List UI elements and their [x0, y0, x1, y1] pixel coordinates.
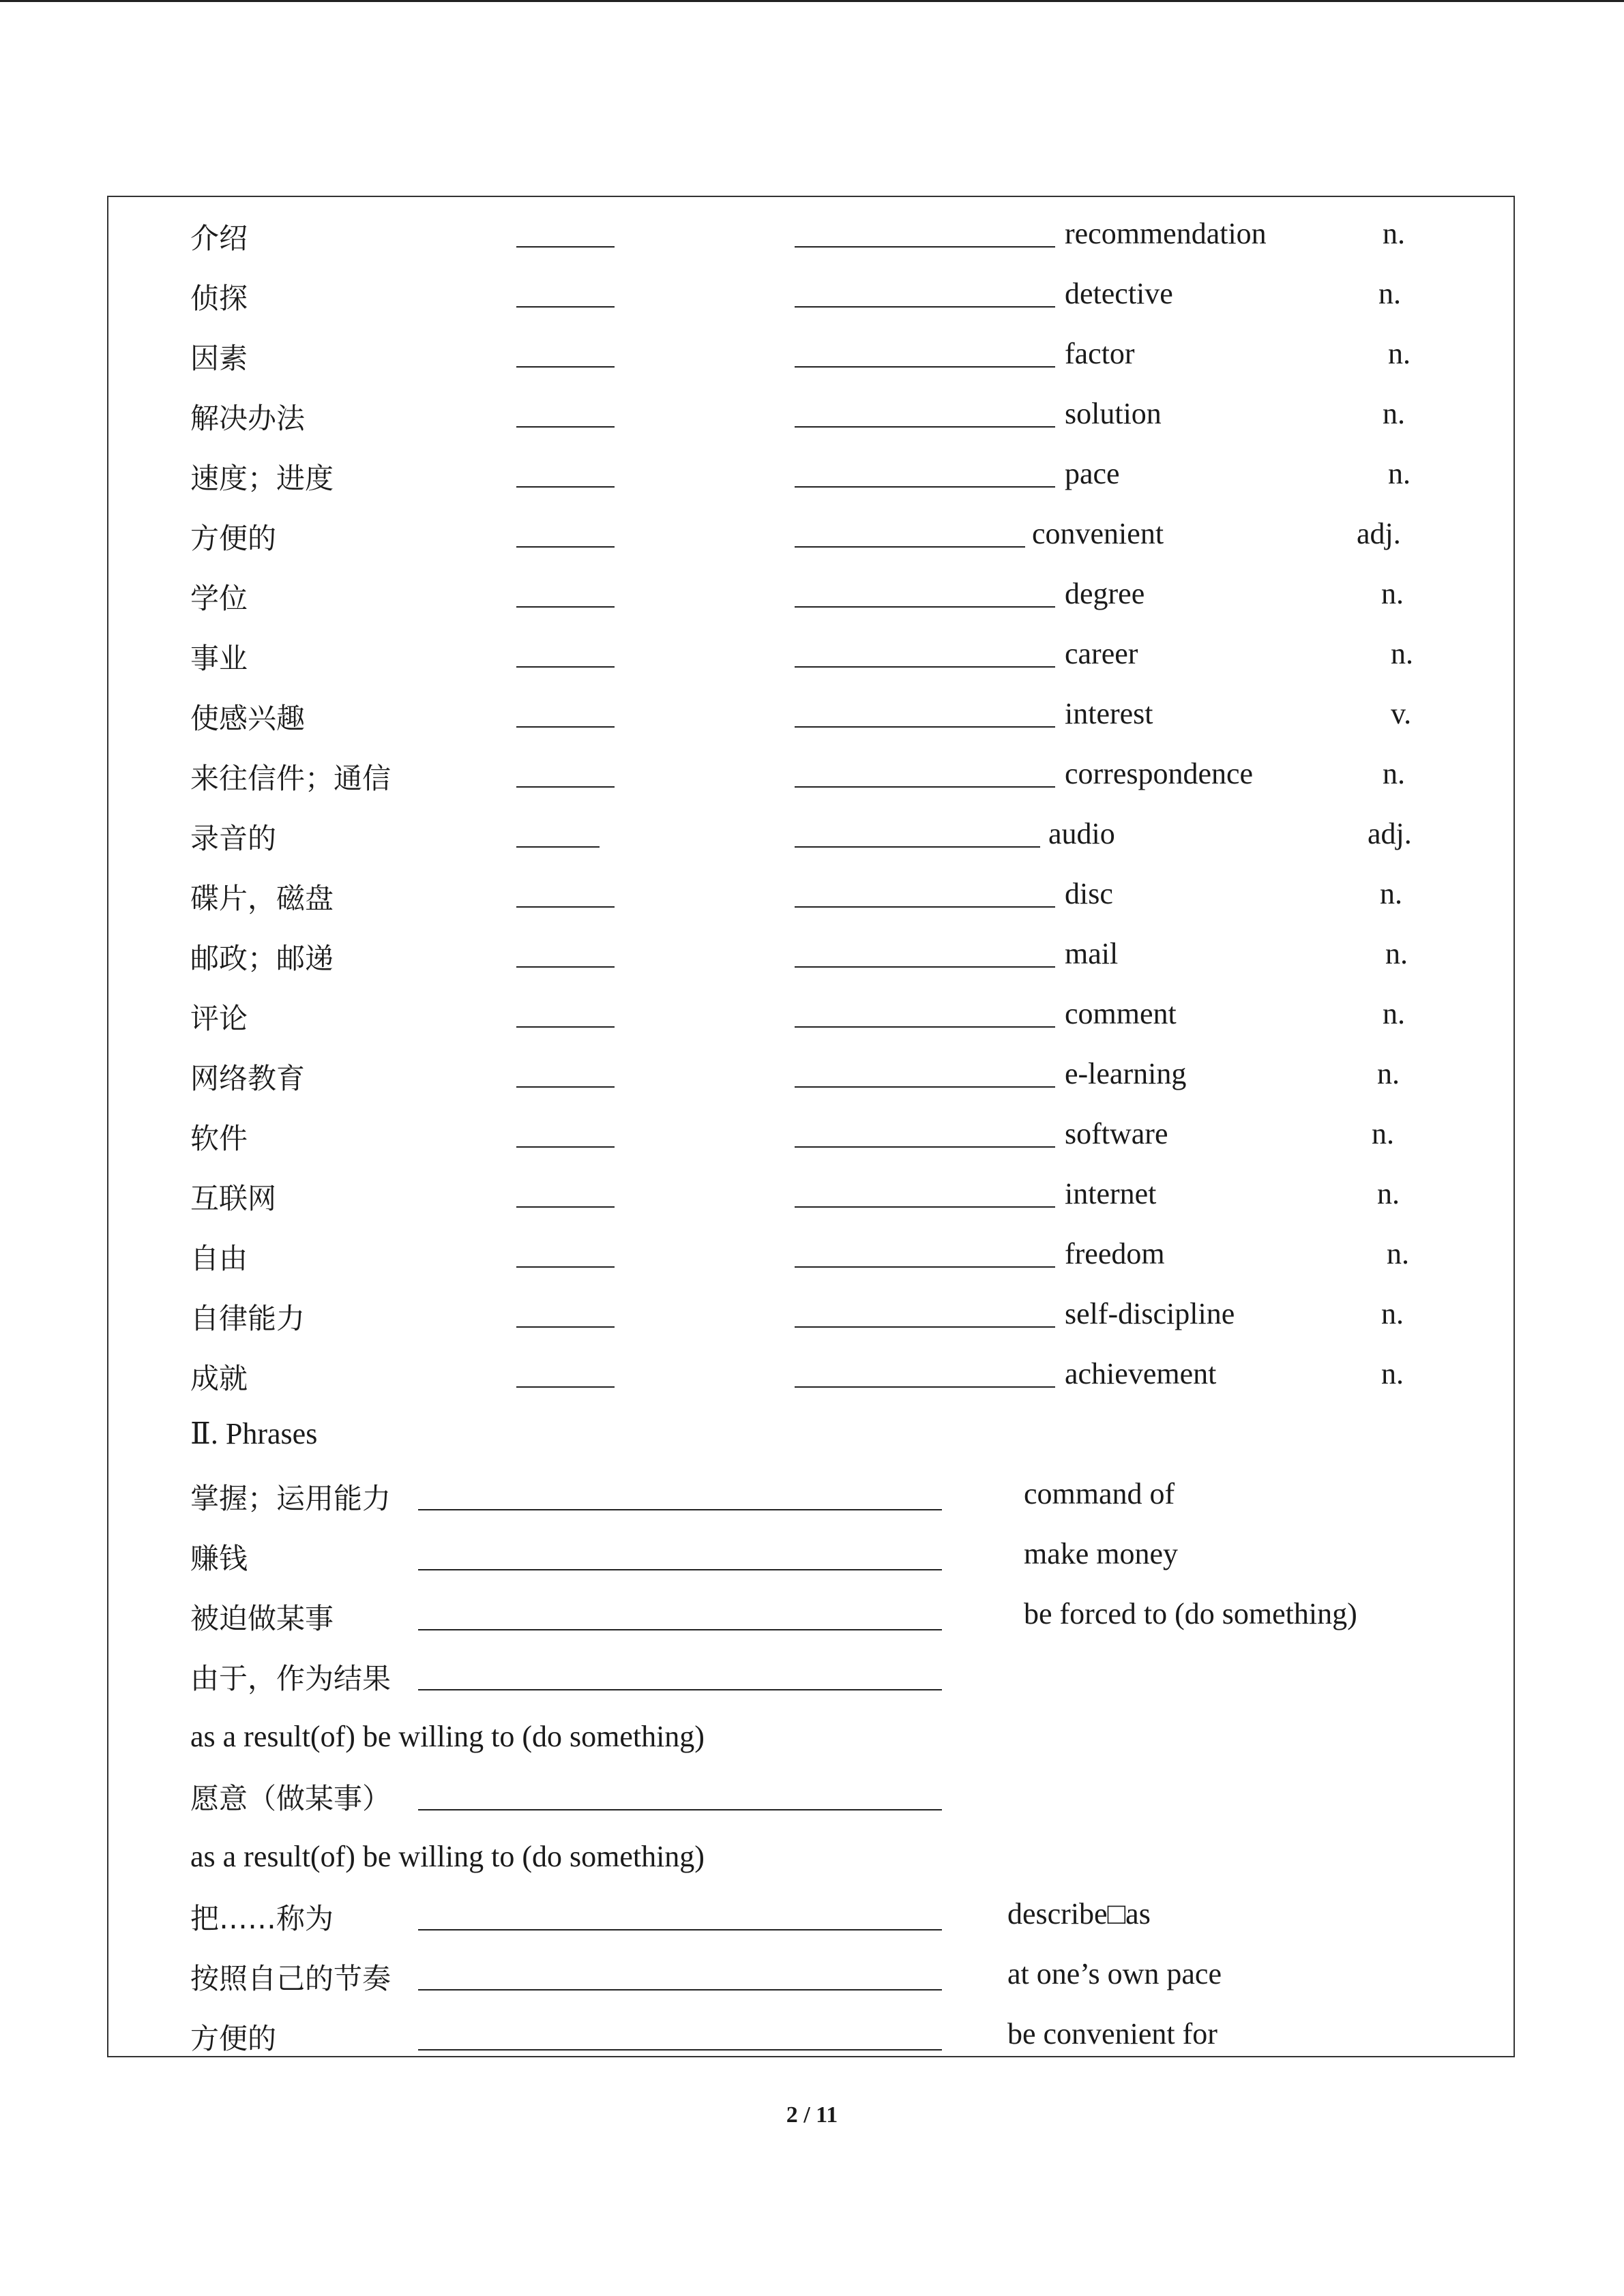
vocab-chinese: 自由 [190, 1242, 248, 1275]
answer-blank-short[interactable] [516, 1146, 615, 1148]
vocab-row [108, 876, 1516, 917]
answer-blank-short[interactable] [516, 846, 600, 848]
answer-blank-short[interactable] [516, 1026, 615, 1028]
vocab-english: correspondence [1065, 757, 1254, 790]
vocab-english: internet [1065, 1177, 1157, 1210]
vocab-chinese: 录音的 [190, 822, 277, 855]
vocab-chinese: 方便的 [190, 522, 277, 555]
phrase-chinese: 方便的 [190, 2022, 277, 2055]
vocab-row [108, 1356, 1516, 1397]
vocab-part-of-speech: v. [1391, 697, 1412, 730]
vocab-english: detective [1065, 277, 1173, 310]
vocab-english: recommendation [1065, 217, 1267, 250]
phrase-answer-blank[interactable] [418, 2049, 942, 2051]
phrase-chinese: 掌握；运用能力 [190, 1482, 392, 1515]
answer-blank-long[interactable] [795, 1326, 1055, 1328]
vocab-part-of-speech: n. [1377, 1177, 1400, 1210]
answer-blank-long[interactable] [795, 426, 1055, 428]
vocab-chinese: 解决办法 [190, 402, 306, 435]
worksheet-frame [107, 196, 1515, 2057]
vocab-part-of-speech: n. [1387, 1237, 1409, 1270]
top-rule [0, 0, 1624, 2]
answer-blank-short[interactable] [516, 1266, 615, 1268]
phrase-answer-blank[interactable] [418, 1809, 942, 1810]
vocab-chinese: 介绍 [190, 222, 248, 255]
vocab-part-of-speech: adj. [1357, 517, 1401, 550]
vocab-part-of-speech: n. [1381, 1297, 1404, 1330]
vocab-chinese: 因素 [190, 342, 248, 375]
page-number: 2 / 11 [786, 2102, 838, 2128]
vocab-english: convenient [1032, 517, 1164, 550]
vocab-row [108, 636, 1516, 677]
phrase-row [108, 1536, 1516, 1577]
vocab-chinese: 速度；进度 [190, 462, 334, 495]
phrase-english: be convenient for [1007, 2017, 1217, 2051]
answer-blank-long[interactable] [795, 246, 1055, 248]
vocab-chinese: 评论 [190, 1002, 248, 1035]
vocab-english: career [1065, 637, 1138, 670]
phrase-answer-line: as a result(of) be willing to (do something) [190, 1720, 705, 1753]
phrase-answer-blank[interactable] [418, 1629, 942, 1630]
vocab-part-of-speech: n. [1372, 1117, 1394, 1150]
answer-blank-short[interactable] [516, 906, 615, 908]
vocab-row [108, 1296, 1516, 1337]
vocab-part-of-speech: n. [1380, 877, 1402, 910]
answer-blank-long[interactable] [795, 1206, 1055, 1208]
answer-blank-short[interactable] [516, 786, 615, 788]
answer-blank-short[interactable] [516, 1086, 615, 1088]
phrase-english: make money [1024, 1537, 1179, 1570]
vocab-part-of-speech: n. [1383, 997, 1405, 1030]
phrase-row [108, 2016, 1516, 2057]
answer-blank-short[interactable] [516, 546, 615, 548]
vocab-english: comment [1065, 997, 1177, 1030]
vocab-english: solution [1065, 397, 1162, 430]
phrase-answer-blank[interactable] [418, 1689, 942, 1690]
phrase-row [108, 1956, 1516, 1997]
vocab-row [108, 396, 1516, 437]
vocab-english: disc [1065, 877, 1113, 910]
vocab-chinese: 侦探 [190, 282, 248, 315]
phrase-row [108, 1596, 1516, 1637]
vocab-row [108, 216, 1516, 257]
answer-blank-long[interactable] [795, 906, 1055, 908]
phrase-row [108, 1476, 1516, 1517]
answer-blank-short[interactable] [516, 1206, 615, 1208]
vocab-part-of-speech: n. [1377, 1057, 1400, 1090]
vocab-english: freedom [1065, 1237, 1165, 1270]
phrase-chinese: 赚钱 [190, 1542, 248, 1575]
answer-blank-long[interactable] [795, 846, 1040, 848]
vocab-chinese: 事业 [190, 642, 248, 675]
answer-blank-short[interactable] [516, 606, 615, 608]
answer-blank-long[interactable] [795, 366, 1055, 368]
vocab-part-of-speech: n. [1381, 577, 1404, 610]
answer-blank-long[interactable] [795, 486, 1055, 488]
answer-blank-short[interactable] [516, 666, 615, 668]
phrase-chinese: 愿意（做某事） [190, 1782, 392, 1815]
phrase-row [108, 1776, 1516, 1817]
vocab-chinese: 软件 [190, 1122, 248, 1155]
vocab-row [108, 1056, 1516, 1097]
answer-blank-long[interactable] [795, 666, 1055, 668]
vocab-row [108, 276, 1516, 317]
vocab-row [108, 1236, 1516, 1277]
phrase-chinese: 按照自己的节奏 [190, 1962, 392, 1995]
vocab-chinese: 互联网 [190, 1182, 277, 1215]
vocab-row [108, 1116, 1516, 1157]
vocab-part-of-speech: n. [1383, 217, 1405, 250]
vocab-row [108, 996, 1516, 1037]
vocab-part-of-speech: adj. [1368, 817, 1412, 850]
phrase-answer-blank[interactable] [418, 1989, 942, 1991]
phrases-heading: Ⅱ. Phrases [190, 1417, 318, 1450]
answer-blank-long[interactable] [795, 306, 1055, 308]
answer-blank-long[interactable] [795, 1146, 1055, 1148]
vocab-chinese: 学位 [190, 582, 248, 615]
answer-blank-short[interactable] [516, 366, 615, 368]
vocab-row [108, 1176, 1516, 1217]
answer-blank-short[interactable] [516, 1326, 615, 1328]
vocab-row [108, 516, 1516, 557]
answer-blank-short[interactable] [516, 306, 615, 308]
phrase-chinese: 由于，作为结果 [190, 1662, 392, 1695]
vocab-chinese: 邮政；邮递 [190, 942, 334, 975]
vocab-row [108, 936, 1516, 977]
phrase-english: describe□as [1007, 1897, 1151, 1930]
vocab-chinese: 成就 [190, 1362, 248, 1395]
answer-blank-short[interactable] [516, 726, 615, 728]
vocab-english: achievement [1065, 1357, 1217, 1390]
vocab-part-of-speech: n. [1383, 757, 1405, 790]
phrase-answer-line: as a result(of) be willing to (do something) [190, 1840, 705, 1873]
phrase-english: at one’s own pace [1007, 1957, 1222, 1991]
phrase-answer-blank[interactable] [418, 1509, 942, 1510]
vocab-chinese: 来往信件；通信 [190, 762, 392, 795]
vocab-english: degree [1065, 577, 1145, 610]
answer-blank-long[interactable] [795, 1266, 1055, 1268]
answer-blank-long[interactable] [795, 1026, 1055, 1028]
vocab-row [108, 336, 1516, 377]
vocab-row [108, 696, 1516, 737]
vocab-english: factor [1065, 337, 1135, 370]
answer-blank-long[interactable] [795, 606, 1055, 608]
vocab-part-of-speech: n. [1378, 277, 1401, 310]
answer-blank-long[interactable] [795, 1086, 1055, 1088]
vocab-part-of-speech: n. [1383, 397, 1405, 430]
vocab-row [108, 756, 1516, 797]
phrase-answer-blank[interactable] [418, 1929, 942, 1930]
answer-blank-short[interactable] [516, 966, 615, 968]
answer-blank-long[interactable] [795, 726, 1055, 728]
vocab-english: audio [1048, 817, 1115, 850]
vocab-row [108, 576, 1516, 617]
vocab-part-of-speech: n. [1388, 337, 1411, 370]
answer-blank-short[interactable] [516, 426, 615, 428]
answer-blank-short[interactable] [516, 1386, 615, 1388]
phrase-chinese: 被迫做某事 [190, 1602, 334, 1635]
vocab-chinese: 网络教育 [190, 1062, 306, 1095]
answer-blank-long[interactable] [795, 546, 1025, 548]
vocab-english: self-discipline [1065, 1297, 1235, 1330]
vocab-part-of-speech: n. [1385, 937, 1408, 970]
vocab-chinese: 自律能力 [190, 1302, 306, 1335]
vocab-chinese: 碟片，磁盘 [190, 882, 334, 915]
phrase-chinese: 把……称为 [190, 1902, 334, 1935]
vocab-chinese: 使感兴趣 [190, 702, 306, 735]
answer-blank-long[interactable] [795, 786, 1055, 788]
answer-blank-long[interactable] [795, 1386, 1055, 1388]
vocab-english: pace [1065, 457, 1120, 490]
vocab-english: software [1065, 1117, 1168, 1150]
vocab-part-of-speech: n. [1391, 637, 1413, 670]
vocab-row [108, 456, 1516, 497]
vocab-english: e-learning [1065, 1057, 1187, 1090]
vocab-english: mail [1065, 937, 1119, 970]
phrase-english: command of [1024, 1477, 1175, 1510]
answer-blank-long[interactable] [795, 966, 1055, 968]
vocab-part-of-speech: n. [1381, 1357, 1404, 1390]
phrase-english: be forced to (do something) [1024, 1597, 1357, 1630]
phrase-answer-blank[interactable] [418, 1569, 942, 1570]
answer-blank-short[interactable] [516, 246, 615, 248]
vocab-part-of-speech: n. [1388, 457, 1411, 490]
vocab-english: interest [1065, 697, 1153, 730]
answer-blank-short[interactable] [516, 486, 615, 488]
vocab-row [108, 816, 1516, 857]
phrase-row [108, 1656, 1516, 1697]
phrase-row [108, 1896, 1516, 1937]
